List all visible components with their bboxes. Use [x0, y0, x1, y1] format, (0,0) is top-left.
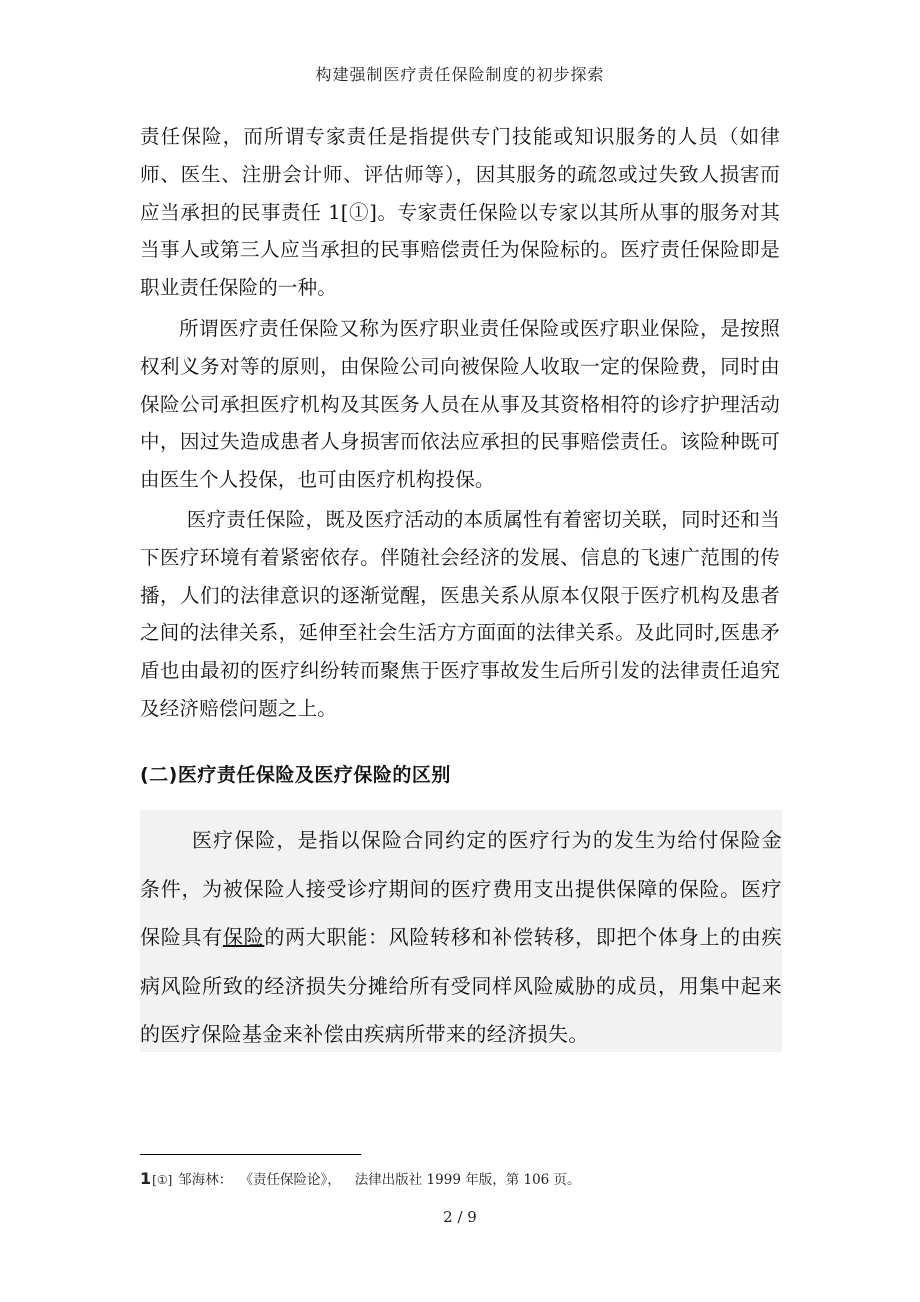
shaded-text-before: 医疗保险，是指以保险合同约定的医疗行为的发生为给付保险金条件，为被保险人接受诊疗期间的医疗费用支出提供保障的保险。医疗保险具有: [140, 828, 782, 949]
paragraph-2: 所谓医疗责任保险又称为医疗职业责任保险或医疗职业保险，是按照权利义务对等的原则，由保险公司向被保险人收取一定的保险费，同时由保险公司承担医疗机构及其医务人员在从事及其资格相符的诊疗护理活动中，因过失造成患者人身损害而依法应承担的民事赔偿责任。该险种既可由医生个人投保，也可由医疗机构投保。: [140, 317, 780, 492]
footnote: [140, 1168, 581, 1188]
section-heading: (二)医疗责任保险及医疗保险的区别: [140, 764, 451, 786]
shaded-text-after: 的两大职能：风险转移和补偿转移，即把个体身上的由疾病风险所致的经济损失分摊给所有受同样风险威胁的成员，用集中起来的医疗保险基金来补偿由疾病所带来的经济损失。: [140, 925, 783, 1046]
running-header: 构建强制医疗责任保险制度的初步探索: [315, 65, 605, 84]
paragraph-1: 责任保险，而所谓专家责任是指提供专门技能或知识服务的人员（如律师、医生、注册会计师、评估师等），因其服务的疏忽或过失致人损害而应当承担的民事责任 1[①]。专家责任保险以专家以其所从事的服务对其当事人或第三人应当承担的民事赔偿责任为保险标的。医疗责任保险即是职业责任保险的一种。: [140, 125, 780, 300]
footnote-author: 邹海林：: [178, 1172, 233, 1188]
underlined-link-text[interactable]: 保险: [222, 925, 265, 949]
footnote-publisher: 法律出版社 1999 年版，第 106 页。: [354, 1172, 581, 1188]
footnote-number: 1: [140, 1169, 152, 1188]
paragraph-3: 医疗责任保险，既及医疗活动的本质属性有着密切关联，同时还和当下医疗环境有着紧密依存。伴随社会经济的发展、信息的飞速广范围的传播，人们的法律意识的逐渐觉醒，医患关系从原本仅限于医疗机构及患者之间的法律关系，延伸至社会生活方方面面的法律关系。及此同时,医患矛盾也由最初的医疗纠纷转而聚焦于医疗事故发生后所引发的法律责任追究及经济赔偿问题之上。: [140, 508, 780, 720]
page-number: 2 / 9: [443, 1208, 477, 1226]
footnote-separator: [140, 1154, 361, 1155]
footnote-ref: [①]: [152, 1173, 173, 1187]
footnote-book: 《责任保险论》，: [246, 1172, 341, 1188]
shaded-paragraph: [140, 816, 782, 1059]
